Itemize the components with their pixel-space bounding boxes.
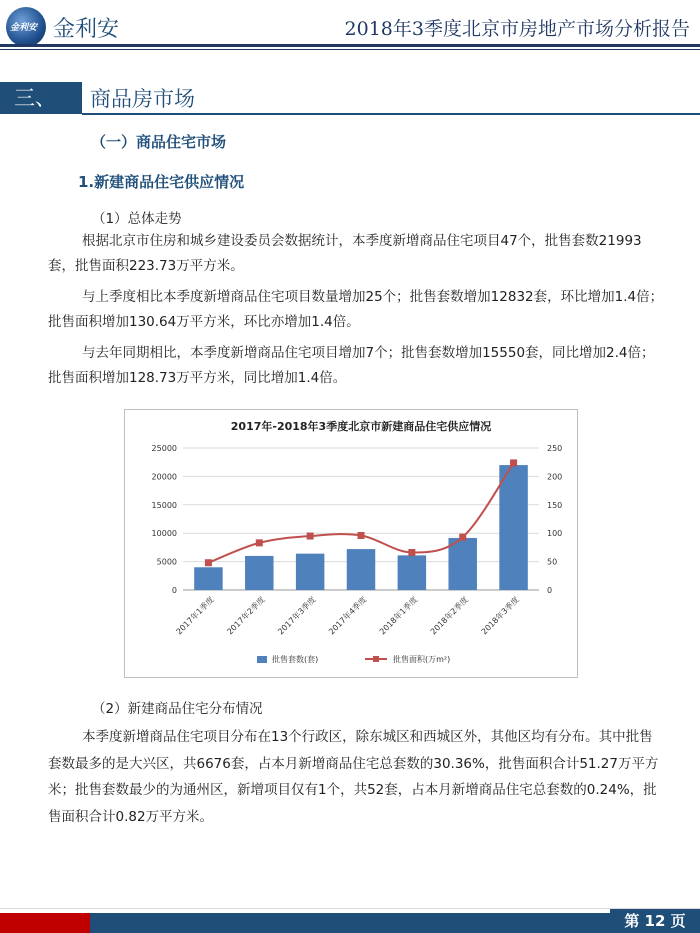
y-right-tick-label: 150 [547, 500, 563, 510]
header-divider [0, 44, 700, 47]
bar [347, 549, 375, 590]
y-left-tick-label: 10000 [151, 529, 177, 539]
line-marker [205, 559, 212, 566]
section-title: 商品房市场 [90, 87, 195, 111]
y-right-tick-label: 50 [547, 557, 558, 567]
bar [296, 554, 324, 590]
item-heading-distribution: （2）新建商品住宅分布情况 [92, 701, 263, 717]
x-tick-label: 2017年2季度 [225, 595, 267, 637]
supply-chart [124, 409, 578, 678]
item-heading-trend: （1）总体走势 [92, 211, 182, 227]
y-right-tick-label: 0 [547, 586, 553, 595]
x-tick-label: 2018年2季度 [428, 595, 471, 637]
section-number: 三、 [0, 82, 82, 114]
paragraph-distribution: 本季度新增商品住宅项目分布在13个行政区，除东城区和西城区外，其他区均有分布。其中批售套数最多的是大兴区，共6676套，占本月新增商品住宅总套数的30.36%，批售面积合计51.27万平方米；批售套数最少的为通州区，新增项目仅有1个，共52套，占本月新增商品住宅总套数的0.24%，批售面积合计0.82万平方米。 [48, 729, 659, 825]
line-marker [307, 533, 314, 540]
company-logo [6, 7, 46, 47]
header-divider-thin [0, 49, 700, 50]
chart-title: 2017年-2018年3季度北京市新建商品住宅供应情况 [230, 420, 492, 433]
line-marker [256, 539, 263, 546]
footer-blue-bar [90, 913, 610, 933]
paragraph-qoq: 与上季度相比本季度新增商品住宅项目数量增加25个；批售套数增加12832套，环比增加1.4倍；批售面积增加130.64万平方米，环比亦增加1.4倍。 [48, 289, 664, 330]
y-right-tick-label: 100 [547, 529, 563, 539]
topic-heading: 1.新建商品住宅供应情况 [78, 173, 245, 191]
y-right-tick-label: 250 [547, 444, 563, 453]
bar [499, 465, 527, 590]
legend-line-marker [373, 656, 379, 662]
bar [194, 567, 222, 590]
x-tick-label: 2017年1季度 [174, 595, 216, 637]
legend-bar-label: 批售套数(套) [272, 655, 319, 664]
x-tick-label: 2018年3季度 [479, 595, 521, 637]
y-left-tick-label: 5000 [156, 557, 177, 567]
footer-divider [0, 908, 700, 909]
legend-bar-swatch [257, 656, 267, 663]
line-marker [408, 549, 415, 556]
y-left-tick-label: 15000 [151, 500, 177, 510]
x-tick-label: 2017年4季度 [327, 595, 369, 637]
paragraph-overview: 根据北京市住房和城乡建设委员会数据统计，本季度新增商品住宅项目47个，批售套数21993套，批售面积223.73万平方米。 [48, 233, 642, 274]
y-left-tick-label: 20000 [151, 472, 177, 482]
line-marker [510, 459, 517, 466]
company-name: 金利安 [53, 17, 120, 42]
page-number: 第 12 页 [610, 909, 700, 933]
footer-red-bar [0, 913, 90, 933]
y-left-tick-label: 0 [171, 586, 177, 595]
y-left-tick-label: 25000 [151, 444, 177, 453]
y-right-tick-label: 200 [547, 472, 563, 482]
line-marker [358, 532, 365, 539]
legend-line-label: 批售面积(万m²) [393, 655, 451, 664]
x-tick-label: 2017年3季度 [276, 595, 318, 637]
report-title: 2018年3季度北京市房地产市场分析报告 [344, 18, 690, 40]
bar [245, 556, 273, 590]
line-marker [459, 534, 466, 541]
bar [398, 555, 426, 590]
logo-text: 金利安 [10, 22, 38, 32]
section-underline [82, 113, 700, 115]
bar [448, 538, 476, 590]
subsection-heading: （一）商品住宅市场 [91, 133, 227, 151]
chart-canvas [125, 410, 577, 677]
x-tick-label: 2018年1季度 [377, 595, 420, 637]
paragraph-yoy: 与去年同期相比，本季度新增商品住宅项目增加7个；批售套数增加15550套，同比增加2.4倍；批售面积增加128.73万平方米，同比增加1.4倍。 [48, 345, 655, 386]
